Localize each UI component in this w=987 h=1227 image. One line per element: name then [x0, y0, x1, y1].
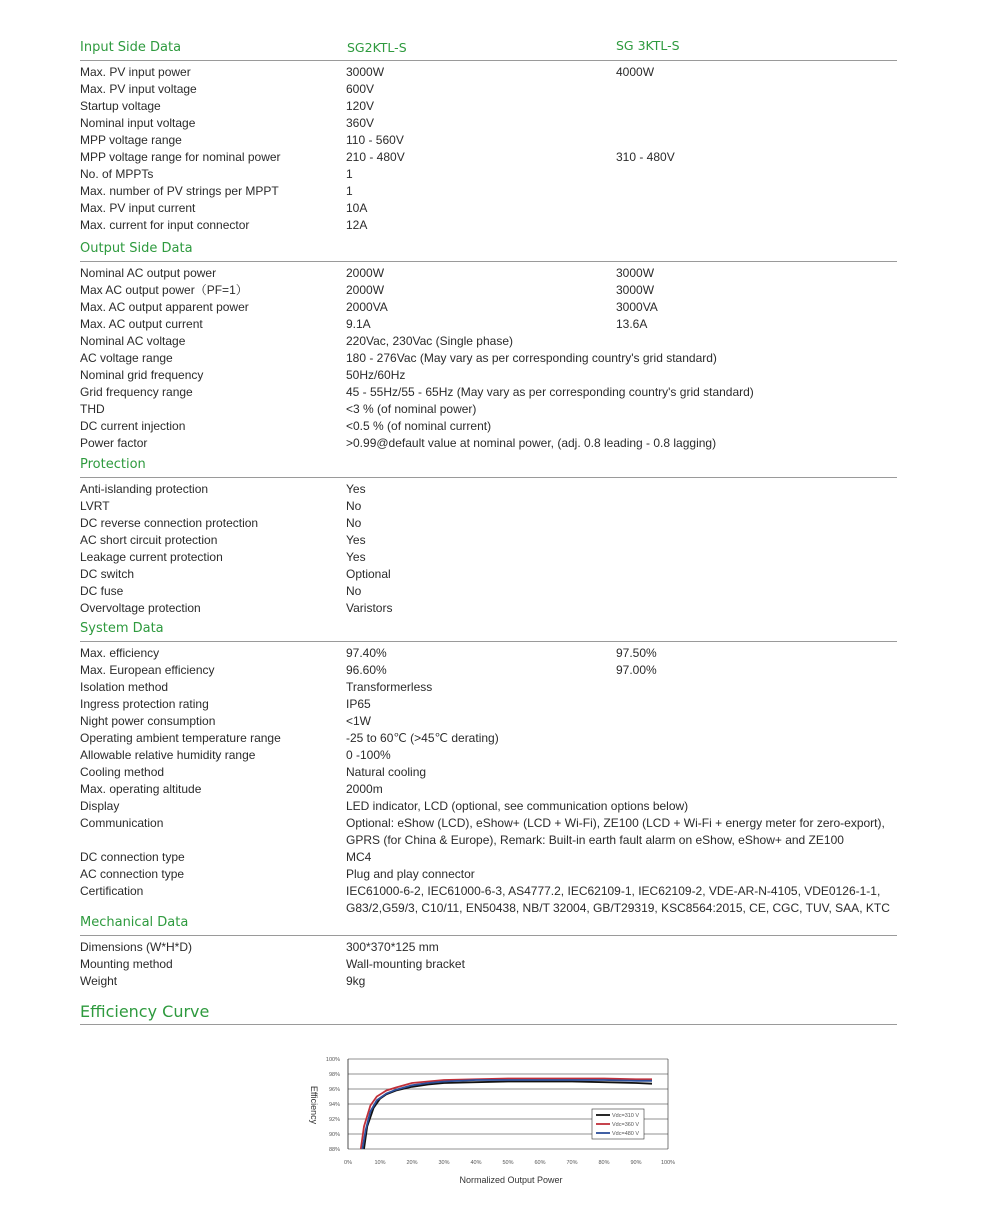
- spec-value-sg2ktl: Natural cooling: [346, 765, 427, 779]
- spec-label: Nominal AC voltage: [80, 334, 186, 348]
- spec-label: Operating ambient temperature range: [80, 731, 281, 745]
- spec-value-sg2ktl: IP65: [346, 697, 371, 711]
- mechanical-header: [80, 915, 897, 936]
- system-header: [80, 621, 897, 642]
- spec-value-sg2ktl: 2000W: [346, 283, 385, 297]
- spec-label: Max. PV input current: [80, 201, 196, 215]
- spec-value-sg2ktl: Transformerless: [346, 680, 433, 694]
- spec-value-sg2ktl: 120V: [346, 99, 375, 113]
- y-tick-label: 94%: [328, 1102, 340, 1108]
- spec-row: [80, 149, 897, 166]
- x-tick-label: 10%: [374, 1160, 386, 1166]
- spec-label: Max. current for input connector: [80, 218, 250, 232]
- spec-value-sg3ktl: 3000W: [616, 283, 655, 297]
- x-tick-label: 90%: [630, 1160, 642, 1166]
- spec-value-continued: GPRS (for China & Europe), Remark: Built-in earth fault alarm on eShow, eShow+ and ZE100: [346, 833, 844, 847]
- spec-row: [80, 515, 897, 532]
- spec-row: [80, 200, 897, 217]
- y-tick-label: 88%: [328, 1147, 340, 1153]
- spec-label: Max. European efficiency: [80, 663, 215, 677]
- spec-value-sg2ktl: 9.1A: [346, 317, 371, 331]
- spec-label: THD: [80, 402, 105, 416]
- spec-value-sg2ktl: 10A: [346, 201, 368, 215]
- efficiency-curve-title: Efficiency Curve: [80, 1002, 897, 1025]
- spec-value-sg2ktl: 50Hz/60Hz: [346, 368, 406, 382]
- spec-row: [80, 679, 897, 696]
- mechanical-rows: [80, 939, 897, 990]
- model-sg3ktl-heading: SG 3KTL-S: [616, 38, 680, 53]
- chart-legend: [592, 1109, 644, 1139]
- spec-label: Mounting method: [80, 957, 173, 971]
- spec-label: Certification: [80, 884, 144, 898]
- y-tick-label: 96%: [328, 1087, 340, 1093]
- spec-value-sg2ktl: Wall-mounting bracket: [346, 957, 465, 971]
- legend-label: Vdc=480 V: [612, 1131, 640, 1137]
- spec-row: [80, 64, 897, 81]
- spec-row: [80, 583, 897, 600]
- spec-value-sg2ktl: Plug and play connector: [346, 867, 475, 881]
- spec-row: [80, 316, 897, 333]
- spec-value-sg3ktl: 4000W: [616, 65, 655, 79]
- spec-row: [80, 849, 897, 866]
- spec-value-sg3ktl: 97.50%: [616, 646, 657, 660]
- spec-row: [80, 401, 897, 418]
- spec-row: [80, 781, 897, 798]
- spec-label: AC short circuit protection: [80, 533, 218, 547]
- y-tick-label: 90%: [328, 1132, 340, 1138]
- spec-value-sg2ktl: 45 - 55Hz/55 - 65Hz (May vary as per corresponding country's grid standard): [346, 385, 754, 399]
- x-tick-label: 60%: [534, 1160, 546, 1166]
- output-rows: [80, 265, 897, 452]
- spec-label: Anti-islanding protection: [80, 482, 209, 496]
- spec-value-sg2ktl: <1W: [346, 714, 372, 728]
- spec-label: Isolation method: [80, 680, 169, 694]
- efficiency-chart: [300, 1050, 690, 1190]
- y-tick-label: 92%: [328, 1117, 340, 1123]
- spec-row: [80, 713, 897, 730]
- spec-row: [80, 956, 897, 973]
- model-sg2ktl-heading: SG2KTL-S: [347, 40, 407, 55]
- mechanical-section: [80, 915, 897, 990]
- output-side-header: [80, 241, 897, 262]
- spec-label: Ingress protection rating: [80, 697, 209, 711]
- system-section: [80, 621, 897, 917]
- spec-row: [80, 798, 897, 815]
- protection-rows: [80, 481, 897, 617]
- spec-value-sg2ktl: 1: [346, 167, 353, 181]
- spec-value-sg2ktl: >0.99@default value at nominal power, (adj. 0.8 leading - 0.8 lagging): [346, 436, 717, 450]
- spec-row: [80, 730, 897, 747]
- spec-value-sg2ktl: 0 -100%: [346, 748, 391, 762]
- spec-row: [80, 265, 897, 282]
- spec-value-sg2ktl: Optional: eShow (LCD), eShow+ (LCD + Wi-Fi), ZE100 (LCD + Wi-Fi + energy meter for zero-export),: [346, 816, 885, 830]
- spec-label: Max. operating altitude: [80, 782, 202, 796]
- spec-row: [80, 418, 897, 435]
- spec-value-sg2ktl: 360V: [346, 116, 375, 130]
- spec-label: Leakage current protection: [80, 550, 223, 564]
- spec-value-continued: G83/2,G59/3, C10/11, EN50438, NB/T 32004, GB/T29319, KSC8564:2015, CE, CGC, TUV, SAA, KTC: [346, 901, 890, 915]
- spec-value-sg2ktl: 2000W: [346, 266, 385, 280]
- spec-value-sg2ktl: 180 - 276Vac (May vary as per corresponding country's grid standard): [346, 351, 717, 365]
- spec-value-sg3ktl: 3000W: [616, 266, 655, 280]
- protection-section: [80, 457, 897, 617]
- spec-row: [80, 549, 897, 566]
- spec-value-sg2ktl: 300*370*125 mm: [346, 940, 439, 954]
- spec-value-sg2ktl: 2000VA: [346, 300, 388, 314]
- spec-row: [80, 973, 897, 990]
- spec-row: [80, 764, 897, 781]
- spec-value-sg2ktl: 210 - 480V: [346, 150, 405, 164]
- spec-label: DC connection type: [80, 850, 185, 864]
- spec-value-sg2ktl: 220Vac, 230Vac (Single phase): [346, 334, 513, 348]
- spec-label: Nominal grid frequency: [80, 368, 204, 382]
- spec-value-sg2ktl: 3000W: [346, 65, 385, 79]
- spec-row: [80, 498, 897, 515]
- spec-row: [80, 747, 897, 764]
- spec-label: Night power consumption: [80, 714, 216, 728]
- spec-label: Overvoltage protection: [80, 601, 201, 615]
- x-tick-label: 70%: [566, 1160, 578, 1166]
- spec-label: No. of MPPTs: [80, 167, 154, 181]
- spec-row: [80, 883, 897, 917]
- output-side-title: Output Side Data: [80, 241, 193, 256]
- input-side-header: [80, 40, 897, 61]
- spec-value-sg2ktl: 1: [346, 184, 353, 198]
- spec-label: Allowable relative humidity range: [80, 748, 256, 762]
- spec-label: Nominal input voltage: [80, 116, 196, 130]
- spec-row: [80, 866, 897, 883]
- spec-value-sg2ktl: <3 % (of nominal power): [346, 402, 477, 416]
- spec-value-sg2ktl: <0.5 % (of nominal current): [346, 419, 492, 433]
- spec-label: Nominal AC output power: [80, 266, 217, 280]
- spec-value-sg2ktl: No: [346, 499, 362, 513]
- spec-value-sg2ktl: 110 - 560V: [346, 133, 404, 147]
- spec-value-sg2ktl: 600V: [346, 82, 375, 96]
- x-axis-label: Normalized Output Power: [459, 1175, 563, 1185]
- system-rows: [80, 645, 897, 917]
- spec-label: DC reverse connection protection: [80, 516, 259, 530]
- spec-row: [80, 350, 897, 367]
- spec-row: [80, 645, 897, 662]
- protection-title: Protection: [80, 457, 146, 472]
- spec-row: [80, 98, 897, 115]
- spec-row: [80, 367, 897, 384]
- spec-row: [80, 600, 897, 617]
- spec-row: [80, 435, 897, 452]
- x-tick-label: 20%: [406, 1160, 418, 1166]
- x-tick-label: 100%: [660, 1160, 676, 1166]
- input-side-section: [80, 40, 897, 234]
- spec-value-sg2ktl: Yes: [346, 533, 366, 547]
- spec-value-sg2ktl: 2000m: [346, 782, 383, 796]
- spec-value-sg2ktl: 97.40%: [346, 646, 387, 660]
- spec-row: [80, 532, 897, 549]
- spec-row: [80, 939, 897, 956]
- spec-row: [80, 81, 897, 98]
- spec-label: Cooling method: [80, 765, 165, 779]
- spec-label: AC voltage range: [80, 351, 173, 365]
- spec-label: DC current injection: [80, 419, 186, 433]
- spec-value-sg2ktl: 96.60%: [346, 663, 387, 677]
- spec-value-sg2ktl: Yes: [346, 482, 366, 496]
- y-tick-label: 100%: [325, 1057, 340, 1063]
- y-tick-label: 98%: [328, 1072, 340, 1078]
- x-tick-label: 80%: [598, 1160, 610, 1166]
- spec-label: Max. PV input power: [80, 65, 191, 79]
- spec-value-sg2ktl: Varistors: [346, 601, 393, 615]
- input-rows: [80, 64, 897, 234]
- spec-label: LVRT: [80, 499, 110, 513]
- spec-row: [80, 132, 897, 149]
- spec-label: AC connection type: [80, 867, 185, 881]
- spec-row: [80, 115, 897, 132]
- spec-row: [80, 166, 897, 183]
- spec-label: Dimensions (W*H*D): [80, 940, 193, 954]
- x-tick-label: 30%: [438, 1160, 450, 1166]
- spec-value-sg3ktl: 310 - 480V: [616, 150, 675, 164]
- x-tick-label: 40%: [470, 1160, 482, 1166]
- spec-row: [80, 566, 897, 583]
- spec-label: Max. AC output apparent power: [80, 300, 249, 314]
- spec-value-sg2ktl: No: [346, 516, 362, 530]
- spec-value-sg2ktl: Yes: [346, 550, 366, 564]
- spec-row: [80, 662, 897, 679]
- legend-label: Vdc=310 V: [612, 1113, 640, 1119]
- spec-row: [80, 481, 897, 498]
- spec-label: Power factor: [80, 436, 148, 450]
- spec-value-sg2ktl: LED indicator, LCD (optional, see communication options below): [346, 799, 689, 813]
- spec-label: MPP voltage range: [80, 133, 182, 147]
- spec-row: [80, 282, 897, 299]
- x-tick-label: 0%: [344, 1160, 352, 1166]
- spec-value-sg2ktl: MC4: [346, 850, 372, 864]
- protection-header: [80, 457, 897, 478]
- spec-row: [80, 183, 897, 200]
- spec-label: Startup voltage: [80, 99, 161, 113]
- spec-row: [80, 299, 897, 316]
- spec-label: Weight: [80, 974, 118, 988]
- spec-value-sg2ktl: 12A: [346, 218, 368, 232]
- spec-value-sg2ktl: -25 to 60℃ (>45℃ derating): [346, 731, 499, 745]
- spec-label: Max. number of PV strings per MPPT: [80, 184, 279, 198]
- spec-row: [80, 696, 897, 713]
- spec-label: Grid frequency range: [80, 385, 193, 399]
- spec-value-sg3ktl: 3000VA: [616, 300, 658, 314]
- spec-row: [80, 384, 897, 401]
- spec-label: Communication: [80, 816, 164, 830]
- mechanical-title: Mechanical Data: [80, 915, 189, 930]
- spec-label: DC switch: [80, 567, 135, 581]
- system-title: System Data: [80, 621, 164, 636]
- spec-value-sg2ktl: No: [346, 584, 362, 598]
- spec-row: [80, 815, 897, 849]
- output-side-section: [80, 241, 897, 452]
- spec-row: [80, 217, 897, 234]
- spec-label: Max. PV input voltage: [80, 82, 197, 96]
- spec-value-sg2ktl: 9kg: [346, 974, 366, 988]
- spec-label: Max. efficiency: [80, 646, 160, 660]
- input-side-title: Input Side Data: [80, 40, 182, 55]
- legend-label: Vdc=360 V: [612, 1122, 640, 1128]
- spec-value-sg2ktl: Optional: [346, 567, 391, 581]
- spec-label: MPP voltage range for nominal power: [80, 150, 281, 164]
- spec-row: [80, 333, 897, 350]
- spec-value-sg3ktl: 13.6A: [616, 317, 648, 331]
- spec-label: Max. AC output current: [80, 317, 203, 331]
- spec-label: Display: [80, 799, 120, 813]
- y-axis-label: Efficiency: [309, 1085, 319, 1125]
- spec-value-sg3ktl: 97.00%: [616, 663, 657, 677]
- spec-label: DC fuse: [80, 584, 124, 598]
- spec-value-sg2ktl: IEC61000-6-2, IEC61000-6-3, AS4777.2, IEC62109-1, IEC62109-2, VDE-AR-N-4105, VDE0126-1-1,: [346, 884, 881, 898]
- spec-label: Max AC output power（PF=1）: [80, 283, 248, 297]
- x-tick-label: 50%: [502, 1160, 514, 1166]
